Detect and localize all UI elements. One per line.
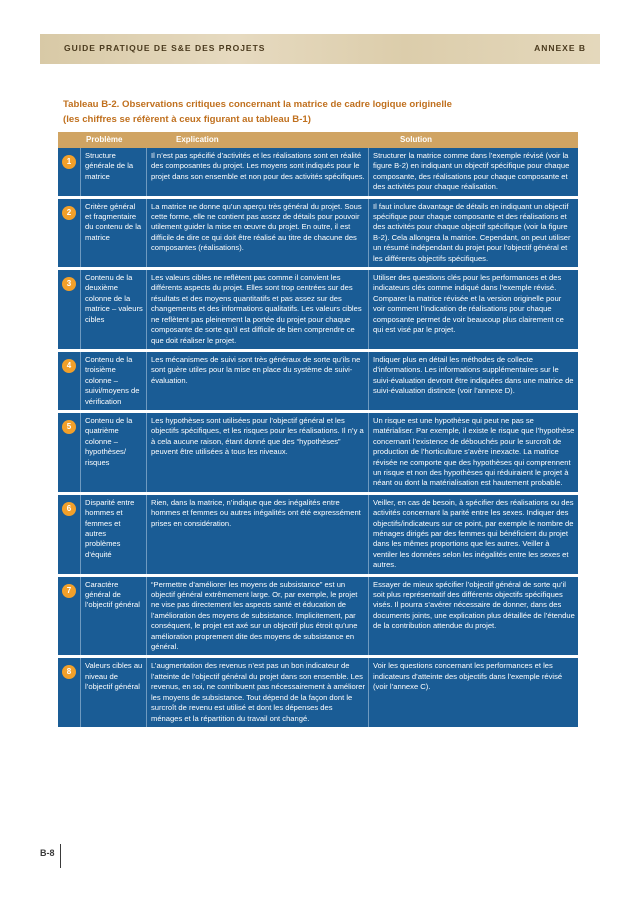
row-number-badge [58,413,80,492]
problem-cell: Structure générale de la matrice [80,148,146,196]
table-row [58,196,578,267]
footer-divider [60,844,61,868]
problem-cell: Critère général et fragmentaire du contenu de la matrice [80,199,146,267]
column-header-solution: Solution [400,135,432,144]
solution-cell: Indiquer plus en détail les méthodes de collecte d’informations. Les informations supplémentaires sur le suivi-évaluation devront être indiquées dans une matrice de suivi-évaluation distincte (voir l’annexe D). [368,352,578,410]
column-header-explanation: Explication [176,135,219,144]
solution-cell: Il faut inclure davantage de détails en indiquant un objectif spécifique pour chaque composante et des réalisations et des activités pour chaque objectif spécifique (voir la figure B-2). Cela allongera la matrice. Cependant, on peut utiliser un résumé indépendant du projet pour l’objectif général et les différents objectifs spécifiques. [368,199,578,267]
problem-cell: Caractère général de l’objectif général [80,577,146,656]
row-number: 1 [62,155,76,169]
caption-line-2: (les chiffres se réfèrent à ceux figurant au tableau B-1) [63,114,311,125]
table-row [58,574,578,656]
row-number: 5 [62,420,76,434]
row-number-badge [58,270,80,349]
row-number-badge [58,658,80,726]
row-number-badge [58,577,80,656]
table-row [58,655,578,726]
row-number: 7 [62,584,76,598]
problem-cell: Contenu de la quatrième colonne – hypothèses/ risques [80,413,146,492]
guide-title: GUIDE PRATIQUE DE S&E DES PROJETS [64,43,266,53]
explanation-cell: “Permettre d’améliorer les moyens de subsistance” est un objectif général extrêmement large. Or, par exemple, le projet ne vise pas directement les aspects santé et éducation de l’amélioration des moyens de subsistance. Implicitement, par conséquent, le projet est axé sur un objectif plus étroit qu’une amélioration proprement dite des moyens de subsistance en général. [146,577,368,656]
explanation-cell: Rien, dans la matrice, n’indique que des inégalités entre hommes et femmes ou autres inégalités ont été expressément prises en considération. [146,495,368,574]
row-number-badge [58,495,80,574]
problem-cell: Valeurs cibles au niveau de l’objectif général [80,658,146,726]
solution-cell: Veiller, en cas de besoin, à spécifier des réalisations ou des activités concernant la parité entre les sexes. Indiquer des objectifs/indicateurs sur ce point, par exemple le nombre de ménages dirigés par des femmes qui bénéficient du projet dans les mêmes proportions que les autres. Veiller à ventiler les données selon les inégalités entre les sexes et autres. [368,495,578,574]
explanation-cell: Les valeurs cibles ne reflètent pas comme il convient les différents aspects du projet. Elles sont trop centrées sur des résultats et des moyens quantitatifs et pas assez sur des changements et des informations qualitatifs. Les valeurs cibles ne reflètent pas pleinement la portée du projet pour chaque composante de sorte qu’il est difficile de bien comprendre ce que doit réaliser le projet. [146,270,368,349]
column-header-problem: Problème [86,135,123,144]
explanation-cell: Les mécanismes de suivi sont très généraux de sorte qu’ils ne sont guère utiles pour la mise en place du système de suivi-évaluation. [146,352,368,410]
solution-cell: Un risque est une hypothèse qui peut ne pas se matérialiser. Par exemple, il existe le risque que l’hypothèse concernant l’existence de débouchés pour le surcroît de production de l’horticulture s’avère inexacte. La matrice révisée ne comporte que des hypothèses qui comprennent un risque et non des hypothèses qui réduiraient le projet à néant ou dont la matérialisation est hautement probable. [368,413,578,492]
row-number: 4 [62,359,76,373]
row-number: 2 [62,206,76,220]
table-caption [63,97,583,127]
problem-cell: Disparité entre hommes et femmes et autres problèmes d’équité [80,495,146,574]
explanation-cell: Il n’est pas spécifié d’activités et les réalisations sont en réalité des composantes du projet. Les moyens sont indiqués pour le projet dans son ensemble et non pour des activités spécifiques. [146,148,368,196]
caption-line-1: Tableau B-2. Observations critiques concernant la matrice de cadre logique originelle [63,99,453,110]
table-row [58,492,578,574]
row-number: 6 [62,502,76,516]
observations-table [58,132,578,727]
row-number: 8 [62,665,76,679]
table-row [58,148,578,196]
solution-cell: Essayer de mieux spécifier l’objectif général de sorte qu’il soit plus représentatif des différents objectifs spécifiques visés. Il pourra s’avérer nécessaire de donner, dans des documents joints, une explication plus détaillée de l’étendue de la contribution attendue du projet. [368,577,578,656]
explanation-cell: Les hypothèses sont utilisées pour l’objectif général et les objectifs spécifiques, et les risques pour les réalisations. Il n’y a à cela aucune raison, étant donné que des “hypothèses” peuvent être utilisées à tous les niveaux. [146,413,368,492]
table-row [58,267,578,349]
solution-cell: Structurer la matrice comme dans l’exemple révisé (voir la figure B-2) en indiquant un objectif spécifique pour chaque composante, des réalisations pour chaque composante et des activités pour chaque réalisation. [368,148,578,196]
explanation-cell: L’augmentation des revenus n’est pas un bon indicateur de l’atteinte de l’objectif général du projet dans son ensemble. Les revenus, en soi, ne contribuent pas nécessairement à améliorer les moyens de subsistance. Tout dépend de la façon dont le surcroît de revenu est utilisé et dont les dépenses des ménages et la répartition du travail ont changé. [146,658,368,726]
table-header-row [58,132,578,148]
problem-cell: Contenu de la deuxième colonne de la matrice – valeurs cibles [80,270,146,349]
solution-cell: Voir les questions concernant les performances et les indicateurs d’atteinte des objectifs dans l’exemple révisé (voir l’annexe C). [368,658,578,726]
row-number: 3 [62,277,76,291]
explanation-cell: La matrice ne donne qu’un aperçu très général du projet. Sous cette forme, elle ne contient pas assez de détails pour pouvoir utilement guider la mise en œuvre du projet. En outre, il est difficile de dire ce qui doit être réalisé au titre de chacune des composantes (réalisations). [146,199,368,267]
row-number-badge [58,199,80,267]
table-body [58,148,578,727]
table-row [58,349,578,410]
page-header [40,34,600,64]
row-number-badge [58,352,80,410]
problem-cell: Contenu de la troisième colonne – suivi/moyens de vérification [80,352,146,410]
row-number-badge [58,148,80,196]
annex-label: ANNEXE B [534,43,586,53]
table-row [58,410,578,492]
solution-cell: Utiliser des questions clés pour les performances et des indicateurs clés comme indiqué dans l’exemple révisé. Comparer la matrice révisée et la version originelle pour voir comment l’indication de réalisations pour chaque composante permet de voir beaucoup plus clairement ce qui est visé par le projet. [368,270,578,349]
page-number: B-8 [40,848,55,858]
